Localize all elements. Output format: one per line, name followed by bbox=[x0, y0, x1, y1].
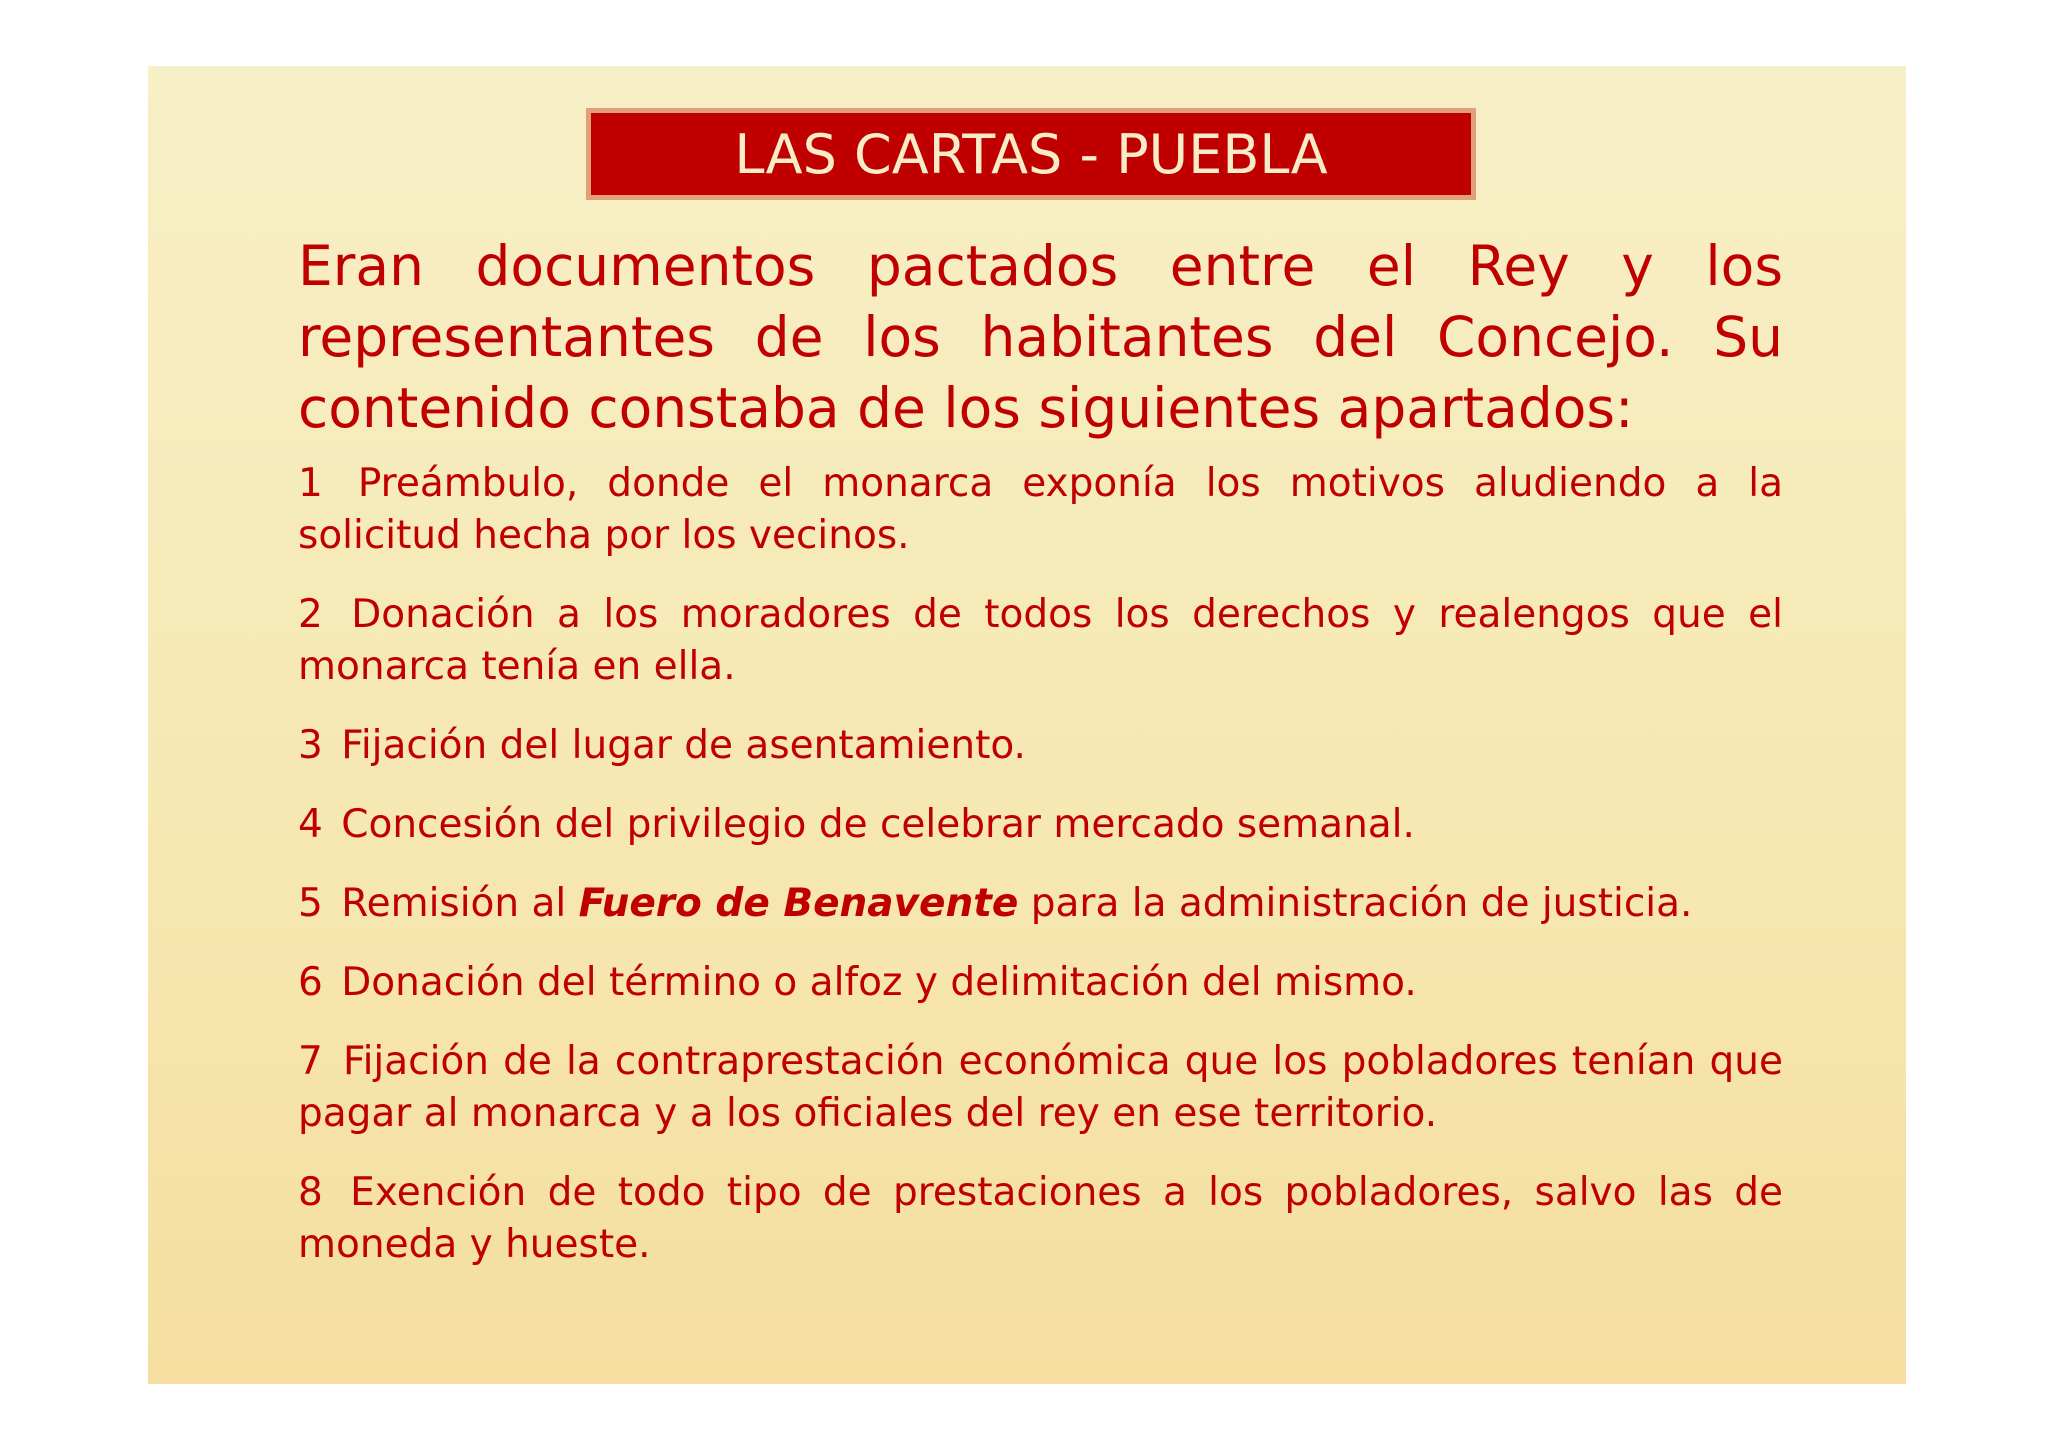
slide bbox=[148, 66, 1906, 1384]
item-number: 7 bbox=[298, 1039, 323, 1084]
item-text: Exención de todo tipo de prestaciones a los pobladores, salvo las de moneda y hueste. bbox=[298, 1170, 1783, 1267]
slide-content bbox=[298, 231, 1783, 1298]
list-item-4 bbox=[298, 799, 1783, 851]
list-item-1 bbox=[298, 458, 1783, 562]
item-text: Concesión del privilegio de celebrar mercado semanal. bbox=[341, 802, 1415, 847]
item-text: Fijación de la contraprestación económica que los pobladores tenían que pagar al monarca y a los oficiales del rey en ese territorio. bbox=[298, 1039, 1784, 1136]
slide-title: LAS CARTAS - PUEBLA bbox=[734, 122, 1328, 186]
list-item-6 bbox=[298, 957, 1783, 1009]
intro-paragraph: Eran documentos pactados entre el Rey y los representantes de los habitantes del Concejo. Su contenido constaba de los siguientes apartados: bbox=[298, 234, 1783, 440]
list-item-7 bbox=[298, 1036, 1783, 1140]
fuero-emphasis: Fuero de Benavente bbox=[578, 881, 1019, 926]
item-number: 1 bbox=[298, 461, 323, 506]
item-number: 2 bbox=[298, 592, 323, 637]
title-box bbox=[586, 108, 1476, 200]
list-item-5 bbox=[298, 878, 1783, 930]
list-item-2 bbox=[298, 589, 1783, 693]
item-number: 8 bbox=[298, 1170, 323, 1215]
item-text-after: para la administración de justicia. bbox=[1030, 881, 1693, 926]
item-number: 6 bbox=[298, 960, 323, 1005]
item-text: Fijación del lugar de asentamiento. bbox=[341, 723, 1026, 768]
item-number: 3 bbox=[298, 723, 323, 768]
item-number: 4 bbox=[298, 802, 323, 847]
list-item-3 bbox=[298, 720, 1783, 772]
item-text-before: Remisión al bbox=[341, 881, 567, 926]
item-text: Donación del término o alfoz y delimitación del mismo. bbox=[341, 960, 1417, 1005]
list-item-8 bbox=[298, 1167, 1783, 1271]
item-text: Donación a los moradores de todos los derechos y realengos que el monarca tenía en ella. bbox=[298, 592, 1783, 689]
item-number: 5 bbox=[298, 881, 323, 926]
item-text: Preámbulo, donde el monarca exponía los motivos aludiendo a la solicitud hecha por los vecinos. bbox=[298, 461, 1783, 558]
